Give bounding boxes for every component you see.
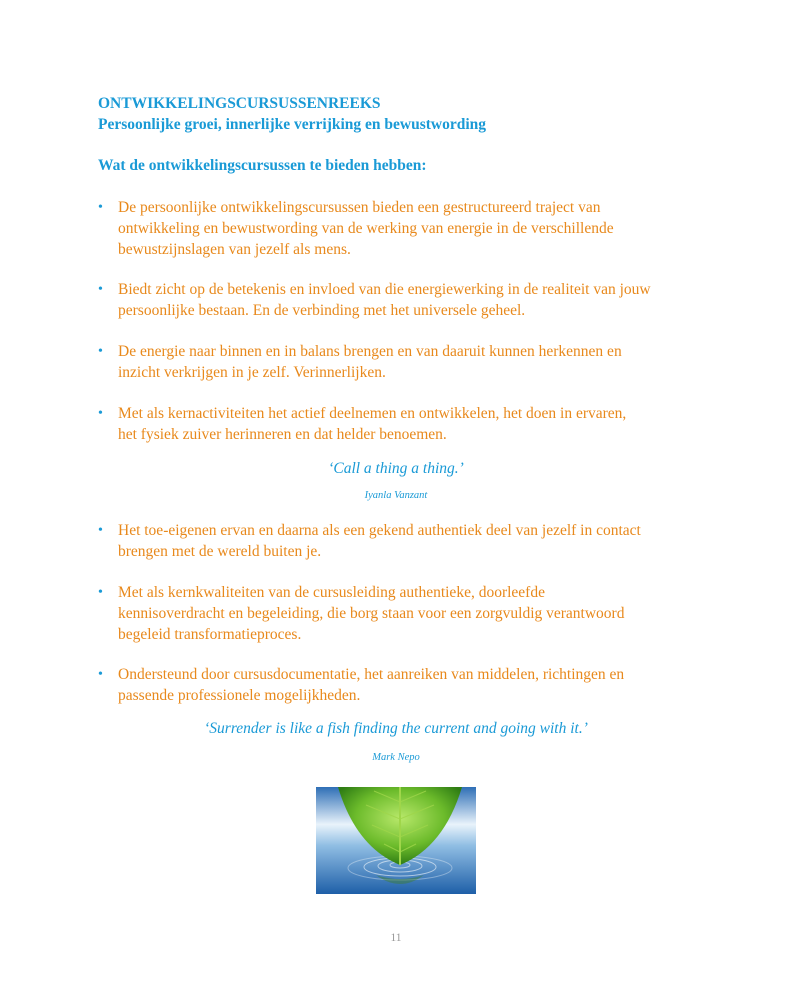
bullet-line: het fysiek zuiver herinneren en dat helder benoemen. xyxy=(118,426,447,443)
bullet-marker: • xyxy=(98,523,103,538)
bullet-line: inzicht verkrijgen in je zelf. Verinnerlijken. xyxy=(118,364,386,381)
bullet-line: ontwikkeling en bewustwording van de werking van energie in de verschillende xyxy=(118,220,614,237)
quote-text: ‘Call a thing a thing.’ xyxy=(328,460,464,477)
bullet-line: De energie naar binnen en in balans brengen en van daaruit kunnen herkennen en xyxy=(118,343,622,360)
bullet-text xyxy=(118,403,693,445)
bullet-line: begeleid transformatieproces. xyxy=(118,626,302,643)
bullet-line: Met als kernkwaliteiten van de cursusleiding authentieke, doorleefde xyxy=(118,584,545,601)
bullet-line: kennisoverdracht en begeleiding, die borg staan voor een zorgvuldig verantwoord xyxy=(118,605,625,622)
bullet-text xyxy=(118,197,693,260)
leaf-water-image xyxy=(316,787,476,894)
bullet-line: De persoonlijke ontwikkelingscursussen bieden een gestructureerd traject van xyxy=(118,199,601,216)
quote-author: Mark Nepo xyxy=(372,752,420,763)
bullet-marker: • xyxy=(98,406,103,421)
bullet-text xyxy=(118,582,693,645)
bullet-text xyxy=(118,664,693,706)
bullet-line: Het toe-eigenen ervan en daarna als een gekend authentiek deel van jezelf in contact xyxy=(118,522,641,539)
bullet-text xyxy=(118,341,693,383)
bullet-text xyxy=(118,520,693,562)
page-number: 11 xyxy=(390,932,402,944)
bullet-marker: • xyxy=(98,667,103,682)
quote-author: Iyanla Vanzant xyxy=(364,490,428,501)
bullet-line: persoonlijke bestaan. En de verbinding met het universele geheel. xyxy=(118,302,526,319)
bullet-text xyxy=(118,279,693,321)
series-title: ONTWIKKELINGSCURSUSSENREEKS xyxy=(98,95,381,112)
bullet-marker: • xyxy=(98,282,103,297)
page-subtitle: Persoonlijke groei, innerlijke verrijking en bewustwording xyxy=(98,116,487,133)
section-heading: Wat de ontwikkelingscursussen te bieden hebben: xyxy=(98,157,427,174)
bullet-line: passende professionele mogelijkheden. xyxy=(118,687,361,704)
quote-text: ‘Surrender is like a fish finding the current and going with it.’ xyxy=(204,720,588,737)
bullet-marker: • xyxy=(98,344,103,359)
bullet-line: Ondersteund door cursusdocumentatie, het aanreiken van middelen, richtingen en xyxy=(118,666,625,683)
bullet-line: bewustzijnslagen van jezelf als mens. xyxy=(118,241,351,258)
bullet-line: brengen met de wereld buiten je. xyxy=(118,543,322,560)
bullet-line: Met als kernactiviteiten het actief deelnemen en ontwikkelen, het doen in ervaren, xyxy=(118,405,627,422)
bullet-line: Biedt zicht op de betekenis en invloed van die energiewerking in de realiteit van jouw xyxy=(118,281,651,298)
bullet-marker: • xyxy=(98,585,103,600)
bullet-marker: • xyxy=(98,200,103,215)
